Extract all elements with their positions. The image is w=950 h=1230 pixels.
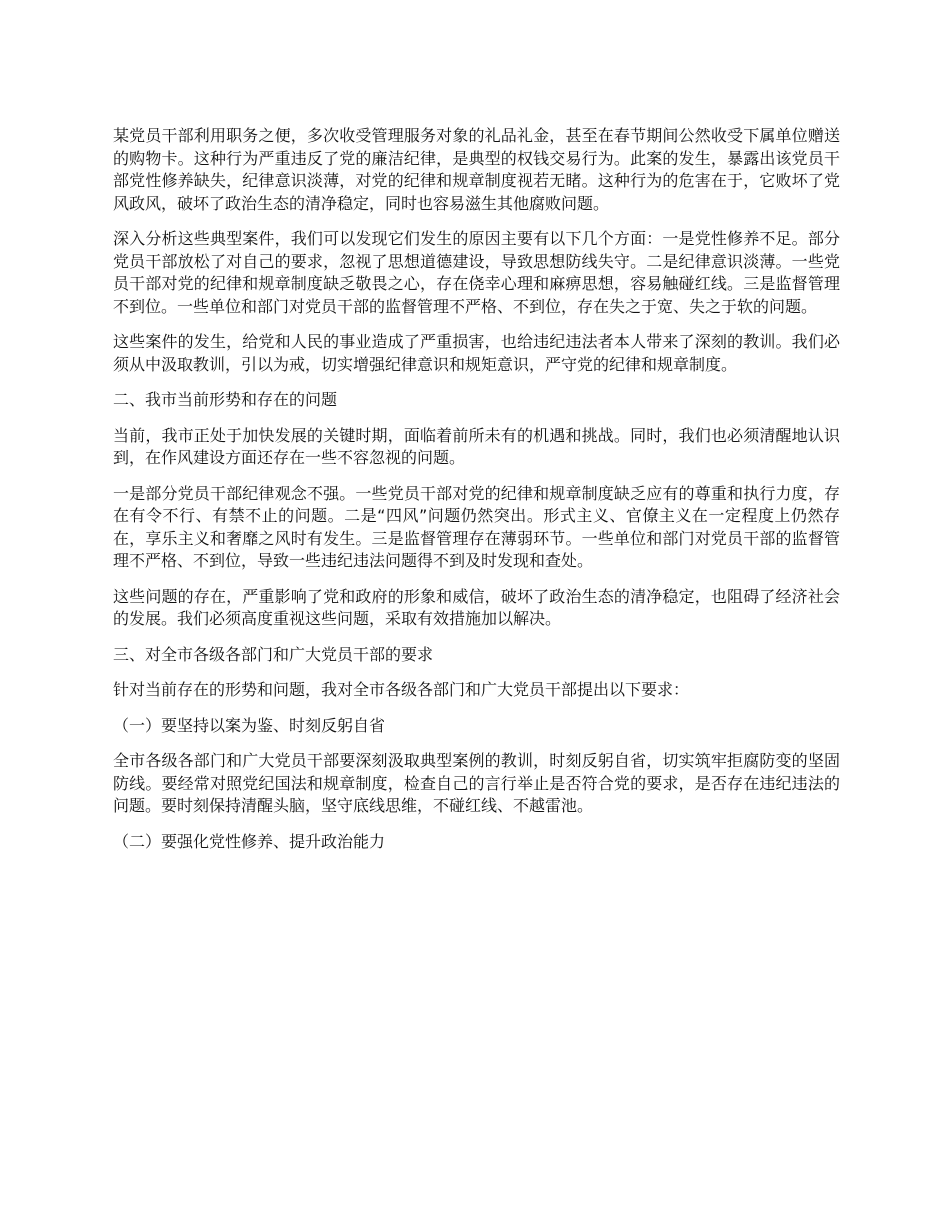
paragraph-lessons: 这些案件的发生，给党和人民的事业造成了严重损害，也给违纪违法者本人带来了深刻的教训。我们必须从中汲取教训，引以为戒，切实增强纪律意识和规矩意识，严守党的纪律和规章制度。	[113, 332, 840, 374]
paragraph-current-situation: 当前，我市正处于加快发展的关键时期，面临着前所未有的机遇和挑战。同时，我们也必须清醒地认识到，在作风建设方面还存在一些不容忽视的问题。	[113, 425, 840, 467]
subsection-heading-2: （二）要强化党性修养、提升政治能力	[113, 831, 386, 851]
document-body	[113, 125, 840, 866]
paragraph-problems-list: 一是部分党员干部纪律观念不强。一些党员干部对党的纪律和规章制度缺乏应有的尊重和执行力度，存在有令不行、有禁不止的问题。二是“四风”问题仍然突出。形式主义、官僚主义在一定程度上仍然存在，享乐主义和奢靡之风时有发生。三是监督管理存在薄弱环节。一些单位和部门对党员干部的监督管理不严格、不到位，导致一些违纪违法问题得不到及时发现和查处。	[113, 483, 840, 570]
paragraph-case-description: 某党员干部利用职务之便，多次收受管理服务对象的礼品礼金，甚至在春节期间公然收受下属单位赠送的购物卡。这种行为严重违反了党的廉洁纪律，是典型的权钱交易行为。此案的发生，暴露出该党员干部党性修养缺失，纪律意识淡薄，对党的纪律和规章制度视若无睹。这种行为的危害在于，它败坏了党风政风，破坏了政治生态的清净稳定，同时也容易滋生其他腐败问题。	[113, 126, 840, 213]
paragraph-requirement-1: 全市各级各部门和广大党员干部要深刻汲取典型案例的教训，时刻反躬自省，切实筑牢拒腐防变的坚固防线。要经常对照党纪国法和规章制度，检查自己的言行举止是否符合党的要求，是否存在违纪违法的问题。要时刻保持清醒头脑，坚守底线思维，不碰红线、不越雷池。	[113, 751, 840, 815]
subsection-heading-1: （一）要坚持以案为鉴、时刻反躬自省	[113, 715, 386, 735]
paragraph-problem-impact: 这些问题的存在，严重影响了党和政府的形象和威信，破坏了政治生态的清净稳定，也阻碍了经济社会的发展。我们必须高度重视这些问题，采取有效措施加以解决。	[113, 586, 840, 628]
section-heading-2: 二、我市当前形势和存在的问题	[113, 390, 338, 409]
section-heading-3: 三、对全市各级各部门和广大党员干部的要求	[113, 644, 434, 664]
paragraph-cause-analysis: 深入分析这些典型案件，我们可以发现它们发生的原因主要有以下几个方面：一是党性修养不足。部分党员干部放松了对自己的要求，忽视了思想道德建设，导致思想防线失守。二是纪律意识淡薄。一些党员干部对党的纪律和规章制度缺乏敬畏之心，存在侥幸心理和麻痹思想，容易触碰红线。三是监督管理不到位。一些单位和部门对党员干部的监督管理不严格、不到位，存在失之于宽、失之于软的问题。	[113, 229, 840, 316]
paragraph-requirements-intro: 针对当前存在的形势和问题，我对全市各级各部门和广大党员干部提出以下要求：	[113, 680, 690, 699]
